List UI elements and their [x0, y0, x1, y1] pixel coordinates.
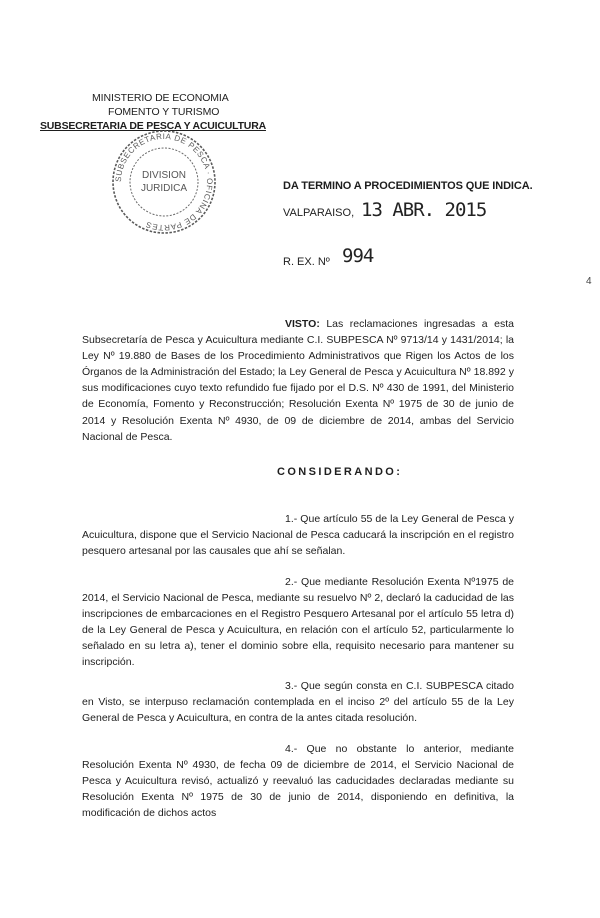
considerando-paragraph-3: 3.- Que según consta en C.I. SUBPESCA citado en Visto, se interpuso reclamación contemplada en el inciso 2º del artículo 55 de la Ley General de Pesca y Acuicultura, en contra de la antes citada resolución. — [82, 680, 514, 725]
stamp-inner-ring — [130, 148, 198, 216]
visto-text: Las reclamaciones ingresadas a esta Subsecretaría de Pesca y Acuicultura mediante C.I. SUBPESCA Nº 9713/14 y 1431/2014; la Ley Nº 19.880 de Bases de los Procedimiento Administrativos que Rigen los Actos de los Órganos de la Administración del Estado; la Ley General de Pesca y Acuicultura Nº 18.892 y sus modificaciones cuyo texto refundido fue fijado por el D.S. Nº 430 de 1991, del Ministerio de Economía, Fomento y Reconstrucción; Resolución Exenta Nº 1975 de 30 de junio de 2014 y Resolución Exenta Nº 4930, de 09 de diciembre de 2014, ambas del Servicio Nacional de Pesca. — [82, 318, 514, 443]
division-juridica-stamp — [110, 128, 218, 236]
ministry-subtitle: FOMENTO Y TURISMO — [108, 106, 220, 118]
stamp-line-1: DIVISION — [142, 170, 186, 181]
stamp-ring-text: SUBSECRETARIA DE PESCA · OFICINA DE PARTES — [113, 131, 215, 233]
ministry-name: MINISTERIO DE ECONOMIA — [92, 92, 229, 104]
considerando-paragraph-2: 2.- Que mediante Resolución Exenta Nº1975 de 2014, el Servicio Nacional de Pesca, mediante su resuelvo Nº 2, declaró la caducidad de las inscripciones de embarcaciones en el Registro Pesquero Artesanal por el artículo 55 letra d) de la Ley General de Pesca y Acuicultura, en relación con el artículo 52, particularmente lo señalado en su letra a), tener el dominio sobre ella, requisito necesario para mantener su inscripción. — [82, 576, 514, 669]
resolution-number: 994 — [342, 245, 374, 267]
stamp-line-2: JURIDICA — [140, 183, 188, 194]
subsecretaria-name: SUBSECRETARIA DE PESCA Y ACUICULTURA — [40, 120, 266, 132]
stamp-outer-ring — [113, 131, 215, 233]
place-label: VALPARAISO, — [283, 207, 355, 219]
visto-paragraph — [82, 316, 514, 445]
document-title: DA TERMINO A PROCEDIMIENTOS QUE INDICA. — [283, 180, 533, 192]
resolution-label: R. EX. Nº — [283, 256, 330, 268]
considerando-paragraph-1: 1.- Que artículo 55 de la Ley General de Pesca y Acuicultura, dispone que el Servicio Nacional de Pesca caducará la inscripción en el registro pesquero artesanal por las causales que ahí se señalan. — [82, 513, 514, 558]
stamped-date: 13 ABR. 2015 — [361, 199, 487, 221]
considerando-paragraph-4: 4.- Que no obstante lo anterior, mediante Resolución Exenta Nº 4930, de fecha 09 de diciembre de 2014, el Servicio Nacional de Pesca y Acuicultura revisó, actualizó y reevaluó las caducidades declaradas mediante su Resolución Exenta Nº 1975 de 30 de junio de 2014, disponiendo en definitiva, la modificación de dichos actos — [82, 743, 514, 820]
visto-heading: VISTO: — [285, 318, 320, 330]
considerando-heading: CONSIDERANDO: — [277, 466, 403, 478]
margin-mark: 4 — [586, 276, 592, 287]
